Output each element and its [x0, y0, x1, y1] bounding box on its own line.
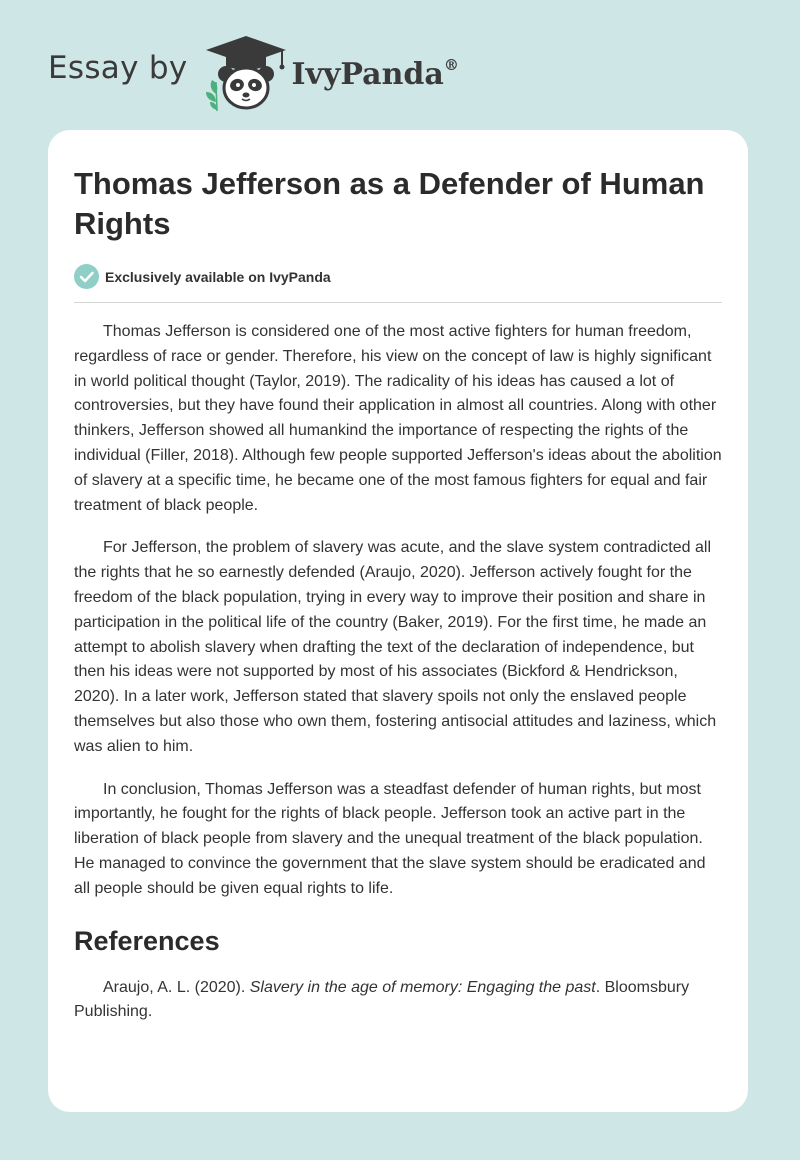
essay-card	[48, 130, 748, 1112]
site-header	[48, 32, 459, 112]
divider	[74, 302, 722, 303]
panda-graduate-icon[interactable]	[202, 32, 290, 112]
reference-title: Slavery in the age of memory: Engaging the past	[249, 978, 596, 996]
exclusive-badge	[74, 264, 331, 289]
trademark-symbol: ®	[443, 55, 459, 74]
check-circle-icon	[74, 264, 99, 289]
paragraph: In conclusion, Thomas Jefferson was a steadfast defender of human rights, but most importantly, he fought for the rights of black people. Jefferson took an active part in the liberation of black people from slavery and the unequal treatment of the black population. He managed to convince the government that the slave system should be eradicated and all people should be given equal rights to life.	[74, 780, 706, 897]
reference-publisher: . Bloomsbury Publishing.	[74, 978, 690, 1021]
paragraph: For Jefferson, the problem of slavery was acute, and the slave system contradicted all the rights that he so earnestly defended (Araujo, 2020). Jefferson actively fought for the freedom of the black population, trying in every way to improve their position and share in participation in the political life of the country (Baker, 2019). For the first time, he made an attempt to abolish slavery when drafting the text of the declaration of independence, but then his ideas were not supported by most of his associates (Bickford & Hendrickson, 2020). In a later work, Jefferson stated that slavery spoils not only the enslaved people themselves but also those who own them, fostering antisocial attitudes and laziness, which was alien to him.	[74, 539, 717, 755]
references-heading: References	[74, 925, 220, 956]
reference-item	[74, 976, 724, 1026]
paragraph: Thomas Jefferson is considered one of the most active fighters for human freedom, regardless of race or gender. Therefore, his view on the concept of law is highly significant in world political thought (Taylor, 2019). The radicality of his ideas has caused a lot of controversies, but they have found their application in almost all countries. Along with other thinkers, Jefferson showed all humankind the importance of respecting the rights of the individual (Filler, 2018). Although few people supported Jefferson's ideas about the abolition of slavery at a specific time, he became one of the most famous fighters for equal and fair treatment of black people.	[74, 323, 722, 514]
essay-by-label: Essay by	[48, 50, 188, 86]
exclusive-badge-label: Exclusively available on IvyPanda	[105, 268, 331, 285]
brand-name[interactable]: IvyPanda®	[291, 55, 459, 92]
essay-title: Thomas Jefferson as a Defender of Human Rights	[74, 166, 705, 241]
reference-authors: Araujo, A. L. (2020).	[103, 978, 250, 996]
essay-body	[74, 320, 724, 1025]
